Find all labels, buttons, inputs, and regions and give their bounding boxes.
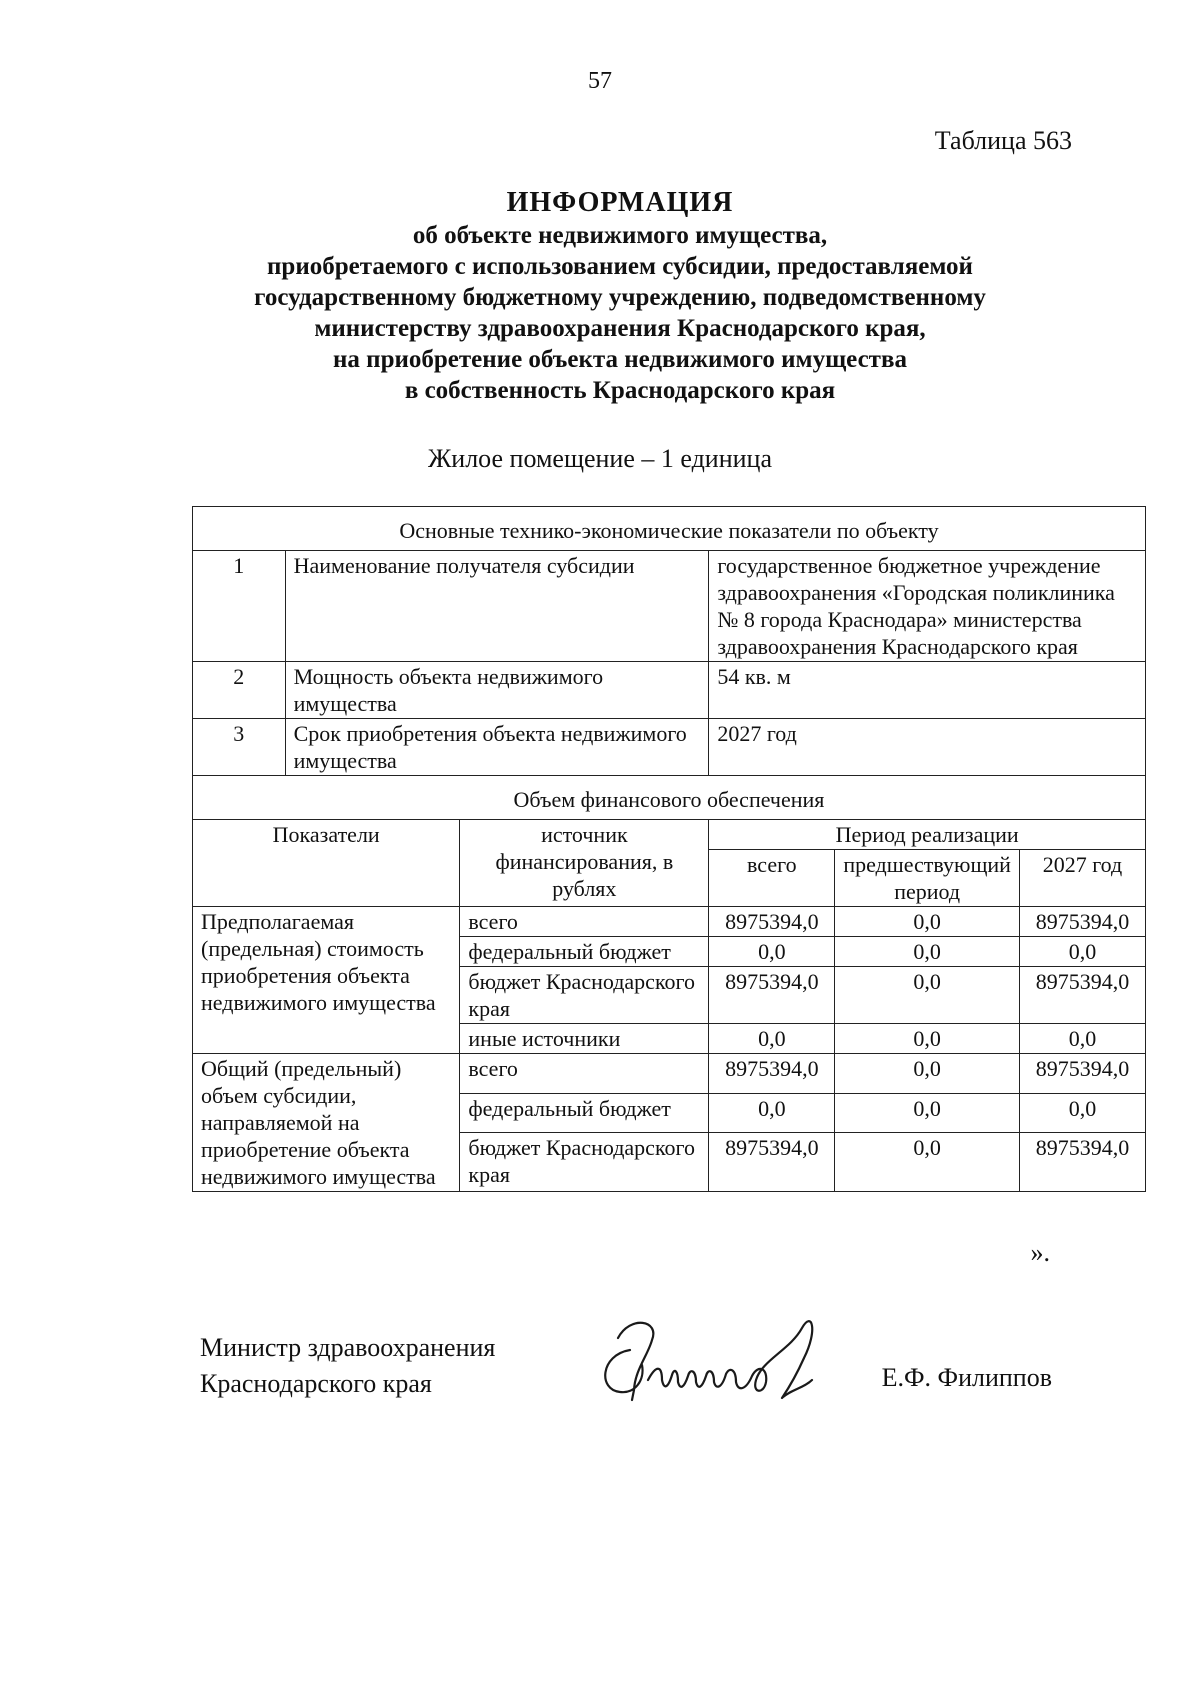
previous-cell: 0,0: [835, 1133, 1020, 1192]
signature-icon: [590, 1310, 860, 1420]
previous-cell: 0,0: [835, 907, 1020, 937]
year-cell: 0,0: [1019, 937, 1145, 967]
column-header-indicators: Показатели: [193, 820, 460, 907]
previous-cell: 0,0: [835, 967, 1020, 1024]
handwritten-signature: [590, 1310, 860, 1425]
year-cell: 0,0: [1019, 1093, 1145, 1133]
previous-cell: 0,0: [835, 937, 1020, 967]
year-cell: 8975394,0: [1019, 1054, 1145, 1094]
source-cell: федеральный бюджет: [460, 1093, 709, 1133]
year-cell: 0,0: [1019, 1024, 1145, 1054]
title-block: [180, 186, 1060, 406]
document-title: ИНФОРМАЦИЯ: [506, 187, 734, 218]
total-cell: 0,0: [709, 1093, 835, 1133]
row-value: 2027 год: [709, 719, 1146, 776]
total-cell: 0,0: [709, 937, 835, 967]
source-cell: бюджет Краснодарского края: [460, 1133, 709, 1192]
year-cell: 8975394,0: [1019, 907, 1145, 937]
source-cell: всего: [460, 1054, 709, 1094]
total-cell: 8975394,0: [709, 967, 835, 1024]
previous-cell: 0,0: [835, 1093, 1020, 1133]
column-header-previous: предшествующий период: [835, 850, 1020, 907]
signatory-title-line: Министр здравоохранения: [200, 1333, 496, 1362]
table-row: [193, 662, 1146, 719]
column-header-row: [193, 820, 1146, 850]
section-header: Объем финансового обеспечения: [193, 776, 1146, 820]
table-row: [193, 907, 1146, 937]
row-label: Наименование получателя субсидии: [285, 551, 709, 662]
info-table: [192, 506, 1146, 1192]
subtitle-line: министерству здравоохранения Краснодарского края,: [314, 315, 926, 342]
column-header-total: всего: [709, 850, 835, 907]
section-header: Основные технико-экономические показатели по объекту: [193, 507, 1146, 551]
source-cell: иные источники: [460, 1024, 709, 1054]
table-row: [193, 719, 1146, 776]
subtitle-line: приобретаемого с использованием субсидии, предоставляемой: [267, 253, 973, 280]
row-number: 2: [193, 662, 286, 719]
group-label: Общий (предельный) объем субсидии, направляемой на приобретение объекта недвижимого имущества: [193, 1054, 460, 1192]
page-number: 57: [588, 68, 612, 94]
group-label: Предполагаемая (предельная) стоимость приобретения объекта недвижимого имущества: [193, 907, 460, 1054]
table-row: [193, 1054, 1146, 1094]
total-cell: 8975394,0: [709, 907, 835, 937]
signer-name: Е.Ф. Филиппов: [881, 1363, 1052, 1392]
closing-mark: ».: [1030, 1238, 1050, 1267]
column-header-source: источник финансирования, в рублях: [460, 820, 709, 907]
table-row: [193, 551, 1146, 662]
column-header-year: 2027 год: [1019, 850, 1145, 907]
object-label: Жилое помещение – 1 единица: [427, 444, 772, 473]
row-label: Срок приобретения объекта недвижимого имущества: [285, 719, 709, 776]
row-value: 54 кв. м: [709, 662, 1146, 719]
year-cell: 8975394,0: [1019, 1133, 1145, 1192]
total-cell: 8975394,0: [709, 1133, 835, 1192]
source-cell: бюджет Краснодарского края: [460, 967, 709, 1024]
source-cell: федеральный бюджет: [460, 937, 709, 967]
total-cell: 8975394,0: [709, 1054, 835, 1094]
section-header-row: [193, 776, 1146, 820]
subtitle-line: на приобретение объекта недвижимого имущества: [333, 346, 907, 373]
row-number: 3: [193, 719, 286, 776]
row-label: Мощность объекта недвижимого имущества: [285, 662, 709, 719]
row-number: 1: [193, 551, 286, 662]
previous-cell: 0,0: [835, 1054, 1020, 1094]
column-header-period: Период реализации: [709, 820, 1146, 850]
document-subtitle: [180, 220, 1060, 406]
row-value: государственное бюджетное учреждение здравоохранения «Городская поликлиника № 8 города Краснодара» министерства здравоохранения Краснодарского края: [709, 551, 1146, 662]
signatory-title: [200, 1330, 495, 1402]
subtitle-line: государственному бюджетному учреждению, подведомственному: [254, 284, 986, 311]
total-cell: 0,0: [709, 1024, 835, 1054]
previous-cell: 0,0: [835, 1024, 1020, 1054]
year-cell: 8975394,0: [1019, 967, 1145, 1024]
section-header-row: [193, 507, 1146, 551]
source-cell: всего: [460, 907, 709, 937]
subtitle-line: об объекте недвижимого имущества,: [412, 222, 828, 249]
subtitle-line: в собственность Краснодарского края: [404, 377, 836, 404]
table-caption: Таблица 563: [934, 126, 1072, 155]
signatory-title-line: Краснодарского края: [200, 1369, 432, 1398]
